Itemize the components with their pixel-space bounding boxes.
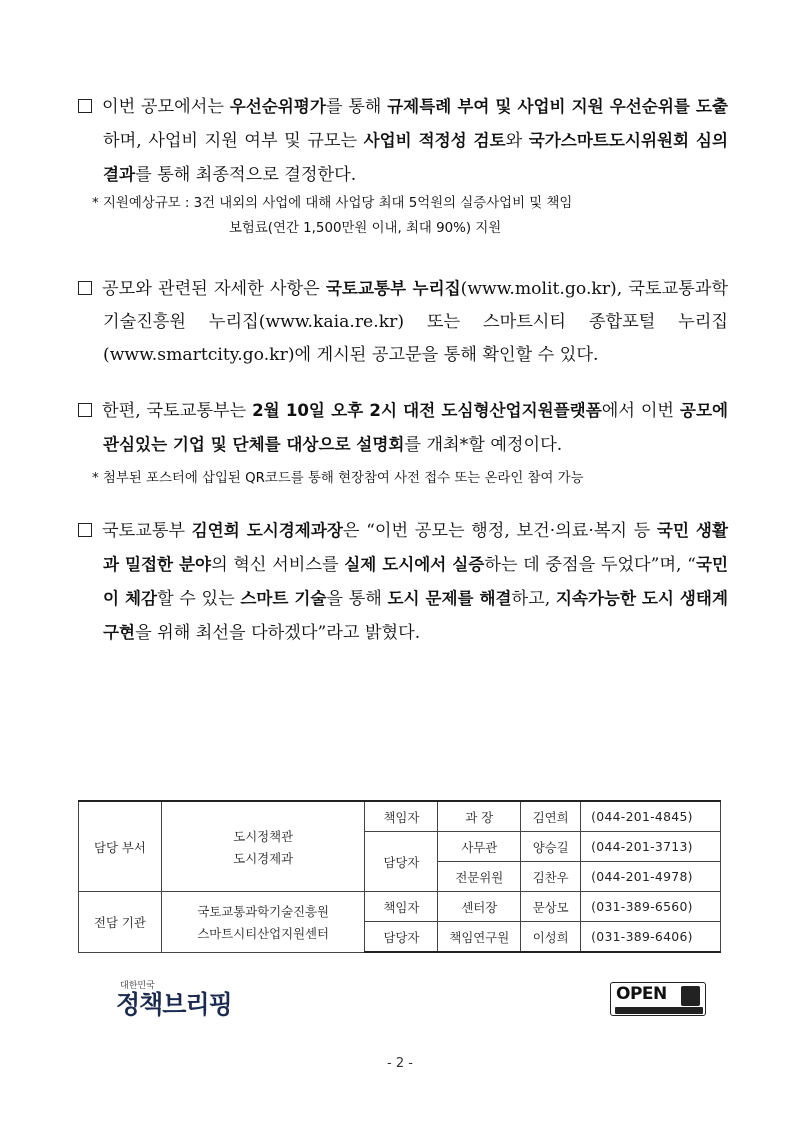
emphasis-text: 국토교통부 누리집 bbox=[325, 279, 461, 298]
paragraph-info-links bbox=[78, 272, 728, 372]
contact-name: 김찬우 bbox=[521, 862, 581, 892]
body-text: 할 수 있는 bbox=[157, 589, 241, 609]
emphasis-text: 국가스마트도시위원회 심의 결과 bbox=[103, 131, 728, 184]
body-text: 한편, 국토교통부는 bbox=[102, 401, 253, 421]
dept-name-line2: 도시경제과 bbox=[233, 850, 294, 866]
checkbox-bullet-icon bbox=[78, 281, 92, 295]
agency-name-line2: 스마트시티산업지원센터 bbox=[197, 925, 329, 941]
contacts-table bbox=[78, 800, 721, 953]
logo-small-text: 대한민국 bbox=[120, 981, 155, 991]
role-staff: 담당자 bbox=[365, 832, 438, 892]
emphasis-text: 사업비 적정성 검토 bbox=[363, 131, 506, 150]
paragraph-briefing-session bbox=[78, 394, 728, 462]
body-text: 국토교통부 bbox=[102, 521, 192, 541]
policy-briefing-logo bbox=[116, 978, 232, 1019]
contact-phone: (044-201-4845) bbox=[581, 801, 721, 832]
contact-phone: (031-389-6560) bbox=[581, 892, 721, 922]
license-strip-icon bbox=[615, 1007, 703, 1014]
body-text: 공모와 관련된 자세한 사항은 bbox=[102, 279, 326, 299]
emphasis-text: 2월 10일 오후 2시 대전 도심형산업지원플랫폼 bbox=[252, 401, 602, 420]
contact-phone: (044-201-3713) bbox=[581, 832, 721, 862]
body-text: 를 통해 최종적으로 결정한다. bbox=[135, 165, 357, 185]
emphasis-text: 국민 생활과 밀접한 분야 bbox=[103, 521, 728, 574]
contact-name: 김연희 bbox=[521, 801, 581, 832]
contact-position: 책임연구원 bbox=[438, 922, 521, 953]
agency-label: 전담 기관 bbox=[79, 892, 162, 953]
body-text: 를 개최*할 예정이다. bbox=[404, 435, 563, 455]
contact-phone: (031-389-6406) bbox=[581, 922, 721, 953]
contact-name: 이성희 bbox=[521, 922, 581, 953]
checkbox-bullet-icon bbox=[78, 403, 92, 417]
dept-name bbox=[161, 801, 365, 892]
role-staff: 담당자 bbox=[365, 922, 438, 953]
agency-name-line1: 국토교통과학기술진흥원 bbox=[197, 903, 329, 919]
open-badge-text: OPEN bbox=[616, 984, 667, 1004]
dept-label: 담당 부서 bbox=[79, 801, 162, 892]
emphasis-text: 김연희 도시경제과장 bbox=[191, 521, 343, 540]
person-icon bbox=[681, 986, 700, 1006]
contact-name: 양승길 bbox=[521, 832, 581, 862]
paragraph-screening bbox=[78, 90, 728, 192]
note-support-scale bbox=[92, 191, 728, 241]
body-text: (www.molit.go.kr), 국토교통과학기술진흥원 누리집(www.kaia.re.kr) 또는 스마트시티 종합포털 누리집(www.smartcity.go.kr)에 게시된 공고문을 통해 확인할 수 있다. bbox=[103, 279, 728, 365]
body-text: 을 통해 bbox=[326, 589, 388, 609]
emphasis-text: 도시 문제를 해결 bbox=[387, 589, 512, 608]
table-row bbox=[79, 801, 721, 832]
page-number: - 2 - bbox=[387, 1056, 413, 1071]
body-text: 의 혁신 서비스를 bbox=[211, 555, 345, 575]
emphasis-text: 국민이 체감 bbox=[103, 555, 728, 608]
note-qr-text: * 첨부된 포스터에 삽입된 QR코드를 통해 현장참여 사전 접수 또는 온라인 참여 가능 bbox=[92, 471, 584, 486]
emphasis-text: 규제특례 부여 및 사업비 지원 우선순위를 도출 bbox=[387, 97, 728, 116]
body-text: 하고, bbox=[511, 589, 556, 609]
contact-position: 과 장 bbox=[438, 801, 521, 832]
contact-position: 사무관 bbox=[438, 832, 521, 862]
body-text: 를 통해 bbox=[325, 97, 388, 117]
contact-position: 전문위원 bbox=[438, 862, 521, 892]
contact-position: 센터장 bbox=[438, 892, 521, 922]
emphasis-text: 공모에 관심있는 기업 및 단체를 대상으로 설명회 bbox=[103, 401, 729, 454]
contact-phone: (044-201-4978) bbox=[581, 862, 721, 892]
emphasis-text: 스마트 기술 bbox=[240, 589, 327, 608]
contact-name: 문상모 bbox=[521, 892, 581, 922]
note-qr bbox=[92, 466, 728, 491]
dept-name-line1: 도시정책관 bbox=[233, 828, 294, 844]
emphasis-text: 우선순위평가 bbox=[229, 97, 326, 116]
note-support-line2: 보험료(연간 1,500만원 이내, 최대 90%) 지원 bbox=[229, 221, 502, 236]
checkbox-bullet-icon bbox=[78, 523, 92, 537]
agency-name bbox=[161, 892, 365, 953]
emphasis-text: 지속가능한 도시 생태계 구현 bbox=[103, 589, 728, 642]
body-text: 하는 데 중점을 두었다”며, “ bbox=[484, 555, 696, 575]
emphasis-text: 실제 도시에서 실증 bbox=[344, 555, 485, 574]
body-text: 은 “이번 공모는 행정, 보건·의료·복지 등 bbox=[342, 521, 657, 541]
paragraph-quote bbox=[78, 514, 728, 650]
open-license-badge bbox=[610, 982, 706, 1016]
note-support-line1: * 지원예상규모 : 3건 내외의 사업에 대해 사업당 최대 5억원의 실증사업비 및 책임 bbox=[92, 196, 573, 211]
role-head: 책임자 bbox=[365, 801, 438, 832]
logo-main-text: 정책브리핑 bbox=[116, 990, 232, 1019]
checkbox-bullet-icon bbox=[78, 99, 92, 113]
body-text: 을 위해 최선을 다하겠다”라고 밝혔다. bbox=[135, 623, 421, 643]
role-head: 책임자 bbox=[365, 892, 438, 922]
body-text: 이번 공모에서는 bbox=[102, 97, 230, 117]
body-text: 에서 이번 bbox=[601, 401, 680, 421]
body-text: 와 bbox=[505, 131, 529, 151]
body-text: 하며, 사업비 지원 여부 및 규모는 bbox=[103, 131, 364, 151]
table-row bbox=[79, 892, 721, 922]
